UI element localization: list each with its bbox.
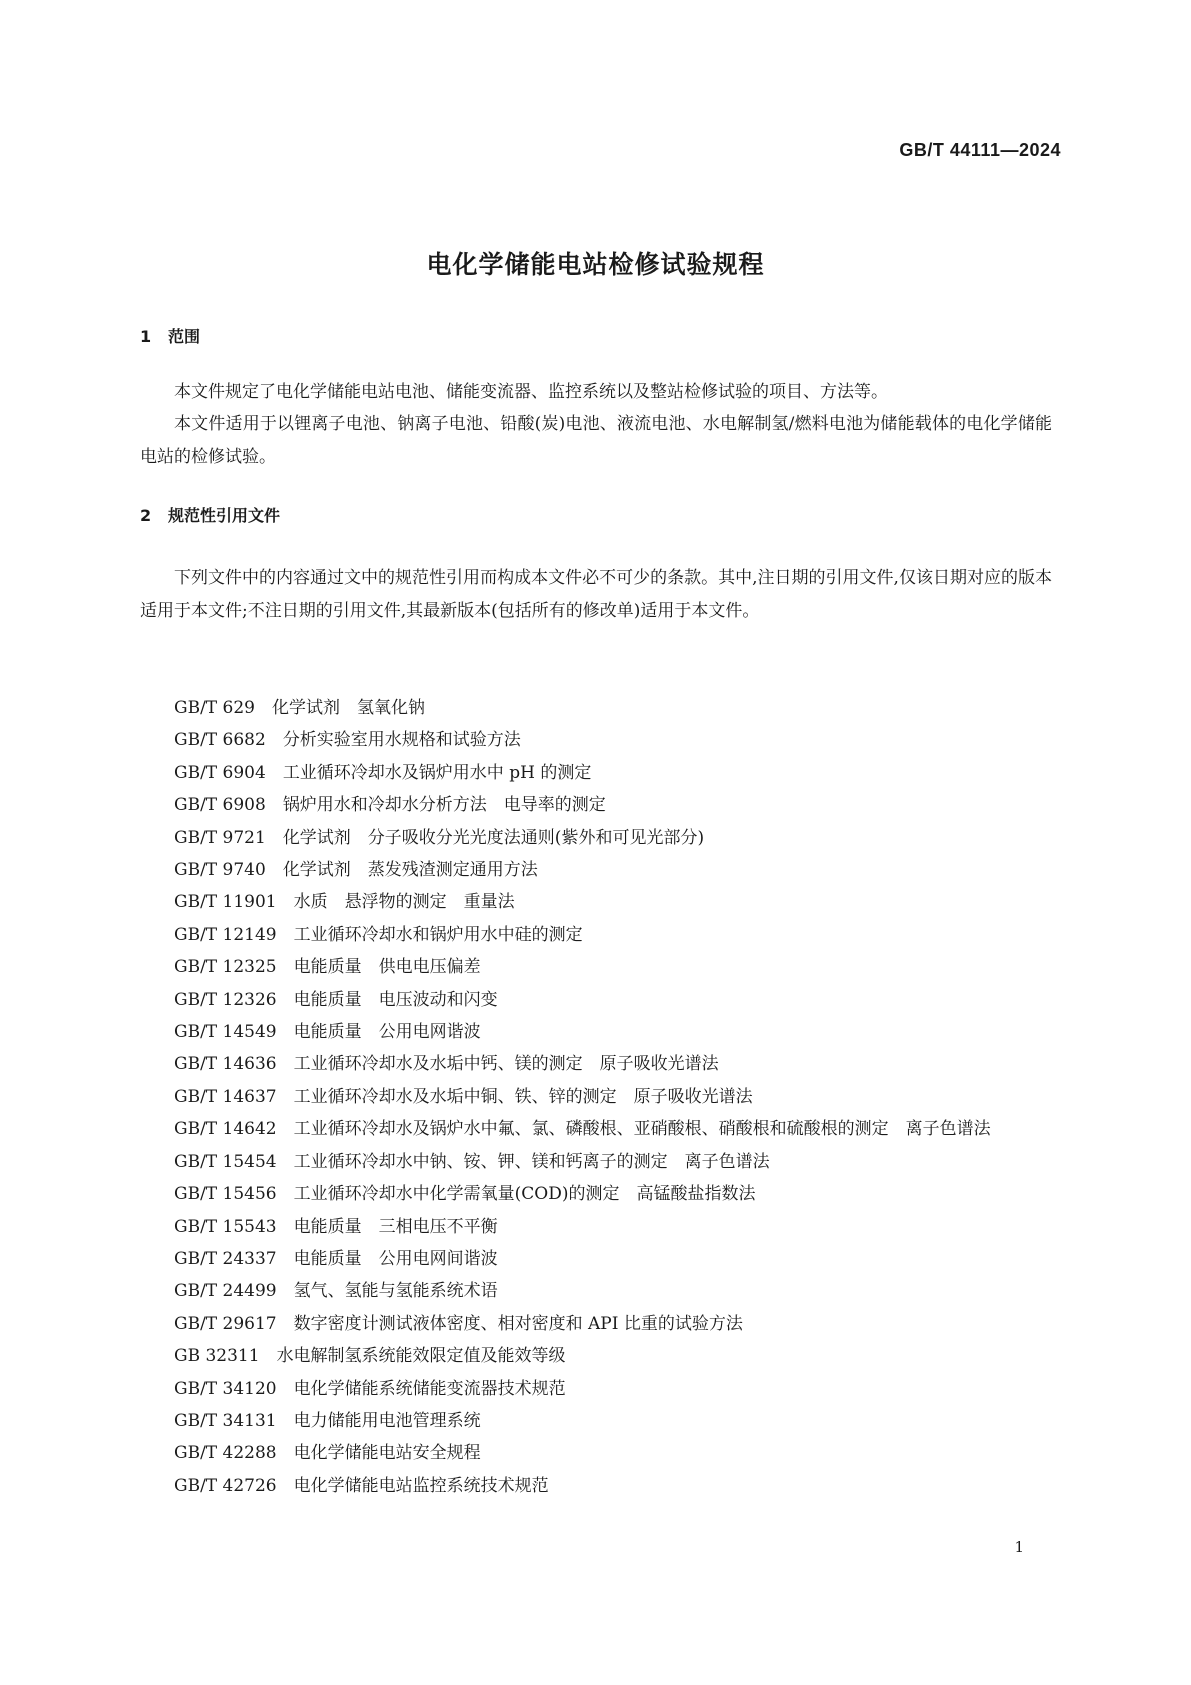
reference-item xyxy=(140,757,1052,789)
reference-name: 电能质量 供电电压偏差 xyxy=(293,957,481,978)
reference-code: GB/T 14636 xyxy=(174,1054,277,1075)
reference-code: GB/T 12326 xyxy=(174,989,277,1010)
reference-name: 电能质量 公用电网谐波 xyxy=(293,1022,481,1043)
reference-code: GB/T 29617 xyxy=(174,1313,277,1334)
section-1-paragraph-1: 本文件规定了电化学储能电站电池、储能变流器、监控系统以及整站检修试验的项目、方法等。 xyxy=(174,382,888,402)
reference-name: 工业循环冷却水及水垢中钙、镁的测定 原子吸收光谱法 xyxy=(293,1054,719,1075)
reference-name: 工业循环冷却水及水垢中铜、铁、锌的测定 原子吸收光谱法 xyxy=(293,1086,753,1107)
reference-code: GB/T 6904 xyxy=(174,762,266,783)
reference-code: GB/T 34120 xyxy=(174,1378,277,1399)
reference-code: GB/T 14642 xyxy=(174,1119,277,1140)
reference-item xyxy=(140,789,1052,821)
reference-name: 电能质量 电压波动和闪变 xyxy=(293,989,498,1010)
reference-code: GB/T 42288 xyxy=(174,1443,277,1464)
reference-code: GB/T 6682 xyxy=(174,730,266,751)
reference-item xyxy=(140,1373,1052,1405)
reference-name: 氢气、氢能与氢能系统术语 xyxy=(293,1281,498,1302)
reference-name: 水电解制氢系统能效限定值及能效等级 xyxy=(276,1346,566,1367)
document-title: 电化学储能电站检修试验规程 xyxy=(426,250,765,279)
reference-name: 化学试剂 分子吸收分光光度法通则(紫外和可见光部分) xyxy=(282,827,705,848)
reference-item xyxy=(140,692,1052,724)
reference-item xyxy=(140,1178,1052,1210)
section-1-paragraph-2: 本文件适用于以锂离子电池、钠离子电池、铅酸(炭)电池、液流电池、水电解制氢/燃料电池为储能载体的电化学储能电站的检修试验。 xyxy=(140,414,1052,467)
section-1-heading xyxy=(140,324,200,347)
reference-code: GB/T 24337 xyxy=(174,1248,277,1269)
reference-code: GB/T 14549 xyxy=(174,1022,277,1043)
reference-name: 化学试剂 氢氧化钠 xyxy=(272,698,425,718)
reference-item xyxy=(140,1275,1052,1307)
reference-list xyxy=(140,692,1052,1502)
reference-name: 锅炉用水和冷却水分析方法 电导率的测定 xyxy=(282,795,606,816)
reference-code: GB/T 15456 xyxy=(174,1184,277,1205)
reference-item xyxy=(140,1146,1052,1178)
reference-item xyxy=(140,724,1052,756)
reference-item xyxy=(140,1308,1052,1340)
reference-item xyxy=(140,854,1052,886)
reference-name: 电化学储能电站安全规程 xyxy=(293,1443,481,1464)
section-1-title: 范围 xyxy=(168,327,201,346)
reference-item xyxy=(140,1211,1052,1243)
reference-name: 工业循环冷却水中钠、铵、钾、镁和钙离子的测定 离子色谱法 xyxy=(293,1151,770,1172)
reference-code: GB/T 14637 xyxy=(174,1086,277,1107)
reference-name: 工业循环冷却水及锅炉水中氟、氯、磷酸根、亚硝酸根、硝酸根和硫酸根的测定 离子色谱法 xyxy=(293,1119,991,1140)
reference-item xyxy=(140,1048,1052,1080)
reference-code: GB/T 9740 xyxy=(174,860,266,881)
reference-name: 水质 悬浮物的测定 重量法 xyxy=(293,892,515,913)
reference-code: GB/T 42726 xyxy=(174,1475,277,1496)
reference-item xyxy=(140,951,1052,983)
reference-name: 工业循环冷却水及锅炉用水中 pH 的测定 xyxy=(282,762,592,783)
section-2-intro: 下列文件中的内容通过文中的规范性引用而构成本文件必不可少的条款。其中,注日期的引用文件,仅该日期对应的版本适用于本文件;不注日期的引用文件,其最新版本(包括所有的修改单)适用于本文件。 xyxy=(140,568,1052,621)
reference-code: GB/T 6908 xyxy=(174,795,266,816)
reference-name: 电力储能用电池管理系统 xyxy=(293,1410,481,1431)
section-2-number: 2 xyxy=(140,506,152,525)
reference-item xyxy=(140,1340,1052,1372)
reference-name: 电化学储能电站监控系统技术规范 xyxy=(293,1475,549,1496)
reference-name: 分析实验室用水规格和试验方法 xyxy=(282,730,521,751)
reference-item xyxy=(140,919,1052,951)
reference-item xyxy=(140,1243,1052,1275)
reference-code: GB/T 9721 xyxy=(174,827,266,848)
reference-item xyxy=(140,984,1052,1016)
reference-code: GB/T 12325 xyxy=(174,957,277,978)
reference-name: 化学试剂 蒸发残渣测定通用方法 xyxy=(282,860,538,881)
reference-code: GB/T 12149 xyxy=(174,924,277,945)
section-1-number: 1 xyxy=(140,327,152,346)
reference-code: GB/T 15543 xyxy=(174,1216,277,1237)
reference-code: GB 32311 xyxy=(174,1346,260,1367)
reference-item xyxy=(140,1470,1052,1502)
reference-item xyxy=(140,1405,1052,1437)
reference-code: GB/T 34131 xyxy=(174,1410,277,1431)
reference-code: GB/T 15454 xyxy=(174,1151,277,1172)
section-2-title: 规范性引用文件 xyxy=(168,506,281,525)
reference-name: 电能质量 公用电网间谐波 xyxy=(293,1248,498,1269)
reference-item xyxy=(140,822,1052,854)
reference-item xyxy=(140,1016,1052,1048)
section-2-heading xyxy=(140,503,280,526)
standard-code: GB/T 44111—2024 xyxy=(899,140,1061,160)
reference-name: 电化学储能系统储能变流器技术规范 xyxy=(293,1378,566,1399)
reference-name: 数字密度计测试液体密度、相对密度和 API 比重的试验方法 xyxy=(293,1313,743,1334)
reference-code: GB/T 11901 xyxy=(174,892,277,913)
reference-code: GB/T 629 xyxy=(174,698,255,718)
reference-item xyxy=(140,1437,1052,1469)
reference-item xyxy=(140,1113,1052,1145)
page-number: 1 xyxy=(1014,1538,1024,1556)
reference-name: 工业循环冷却水中化学需氧量(COD)的测定 高锰酸盐指数法 xyxy=(293,1184,756,1205)
reference-name: 电能质量 三相电压不平衡 xyxy=(293,1216,498,1237)
reference-item xyxy=(140,1081,1052,1113)
reference-code: GB/T 24499 xyxy=(174,1281,277,1302)
reference-item xyxy=(140,886,1052,918)
reference-name: 工业循环冷却水和锅炉用水中硅的测定 xyxy=(293,924,583,945)
